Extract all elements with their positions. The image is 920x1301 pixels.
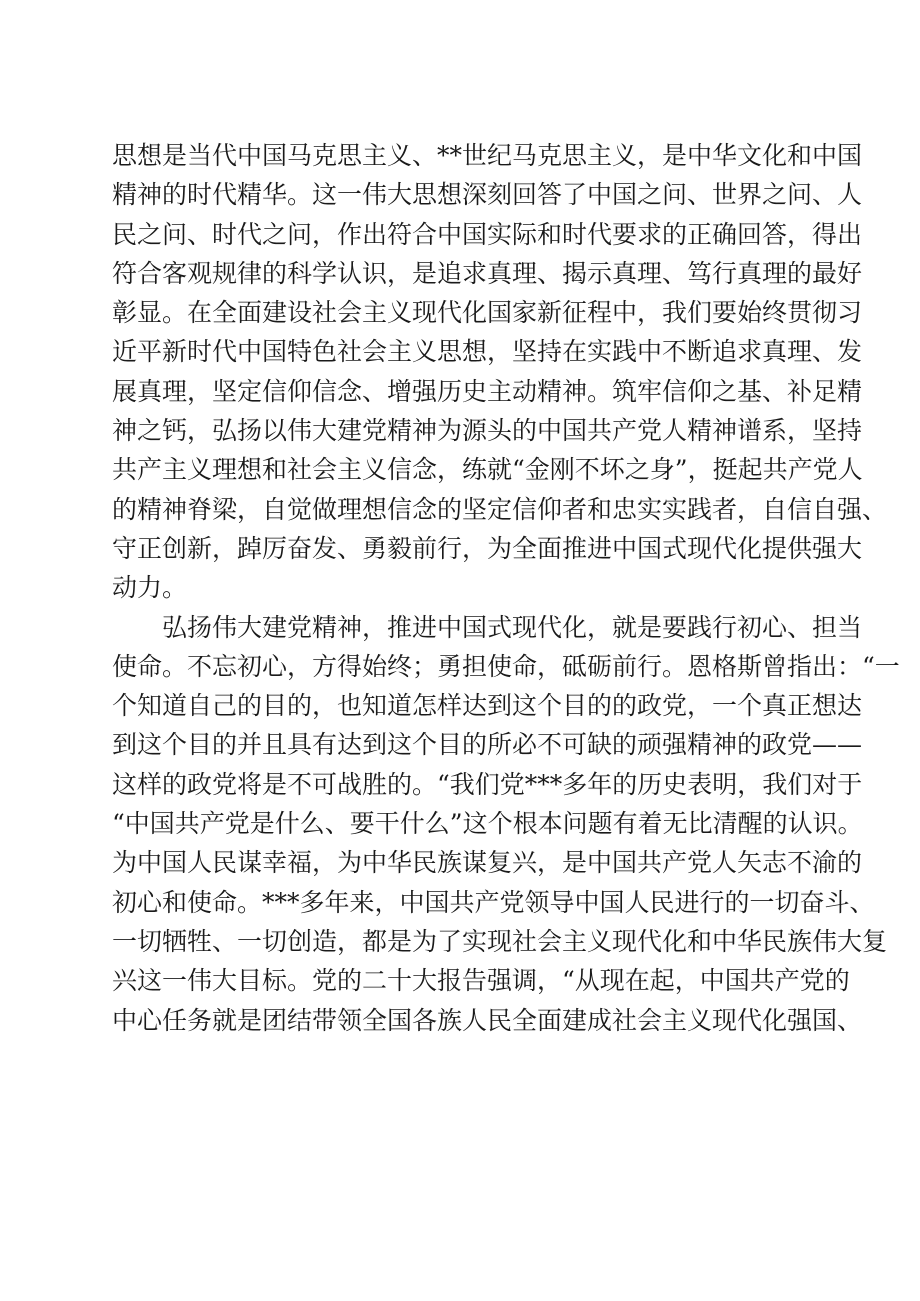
paragraph-line: 民之问、时代之问，作出符合中国实际和时代要求的正确回答，得出 <box>112 219 863 249</box>
paragraph-line: 弘扬伟大建党精神，推进中国式现代化，就是要践行初心、担当 <box>162 612 863 642</box>
paragraph-line: 共产主义理想和社会主义信念，练就“金刚不坏之身”，挺起共产党人 <box>112 455 863 485</box>
paragraph-line: 的精神脊梁，自觉做理想信念的坚定信仰者和忠实实践者，自信自强、 <box>112 494 888 524</box>
paragraph-line: 中心任务就是团结带领全国各族人民全面建成社会主义现代化强国、 <box>112 1005 863 1035</box>
paragraph-line: 思想是当代中国马克思主义、**世纪马克思主义，是中华文化和中国 <box>112 141 863 170</box>
paragraph-1 <box>112 136 888 608</box>
document-body <box>112 136 900 1040</box>
paragraph-line: 个知道自己的目的，也知道怎样达到这个目的的政党，一个真正想达 <box>112 691 863 721</box>
paragraph-line: 兴这一伟大目标。党的二十大报告强调，“从现在起，中国共产党的 <box>112 966 850 996</box>
paragraph-line: 近平新时代中国特色社会主义思想，坚持在实践中不断追求真理、发 <box>112 337 863 367</box>
paragraph-line: 动力。 <box>112 573 188 603</box>
paragraph-line: 符合客观规律的科学认识，是追求真理、揭示真理、笃行真理的最好 <box>112 258 863 288</box>
paragraph-line: “中国共产党是什么、要干什么”这个根本问题有着无比清醒的认识。 <box>112 809 863 839</box>
paragraph-line: 初心和使命。***多年来，中国共产党领导中国人民进行的一切奋斗、 <box>112 887 875 917</box>
paragraph-line: 这样的政党将是不可战胜的。“我们党***多年的历史表明，我们对于 <box>112 769 863 799</box>
paragraph-line: 一切牺牲、一切创造，都是为了实现社会主义现代化和中华民族伟大复 <box>112 926 888 956</box>
paragraph-line: 神之钙，弘扬以伟大建党精神为源头的中国共产党人精神谱系，坚持 <box>112 416 863 446</box>
paragraph-line: 到这个目的并且具有达到这个目的所必不可缺的顽强精神的政党—— <box>112 730 863 760</box>
paragraph-line: 使命。不忘初心，方得始终；勇担使命，砥砺前行。恩格斯曾指出：“一 <box>112 651 900 681</box>
paragraph-line: 为中国人民谋幸福，为中华民族谋复兴，是中国共产党人矢志不渝的 <box>112 848 863 878</box>
paragraph-2 <box>112 608 900 1040</box>
paragraph-line: 彰显。在全面建设社会主义现代化国家新征程中，我们要始终贯彻习 <box>112 298 863 328</box>
paragraph-line: 精神的时代精华。这一伟大思想深刻回答了中国之问、世界之问、人 <box>112 180 863 210</box>
paragraph-line: 展真理，坚定信仰信念、增强历史主动精神。筑牢信仰之基、补足精 <box>112 376 863 406</box>
paragraph-line: 守正创新，踔厉奋发、勇毅前行，为全面推进中国式现代化提供强大 <box>112 533 863 563</box>
